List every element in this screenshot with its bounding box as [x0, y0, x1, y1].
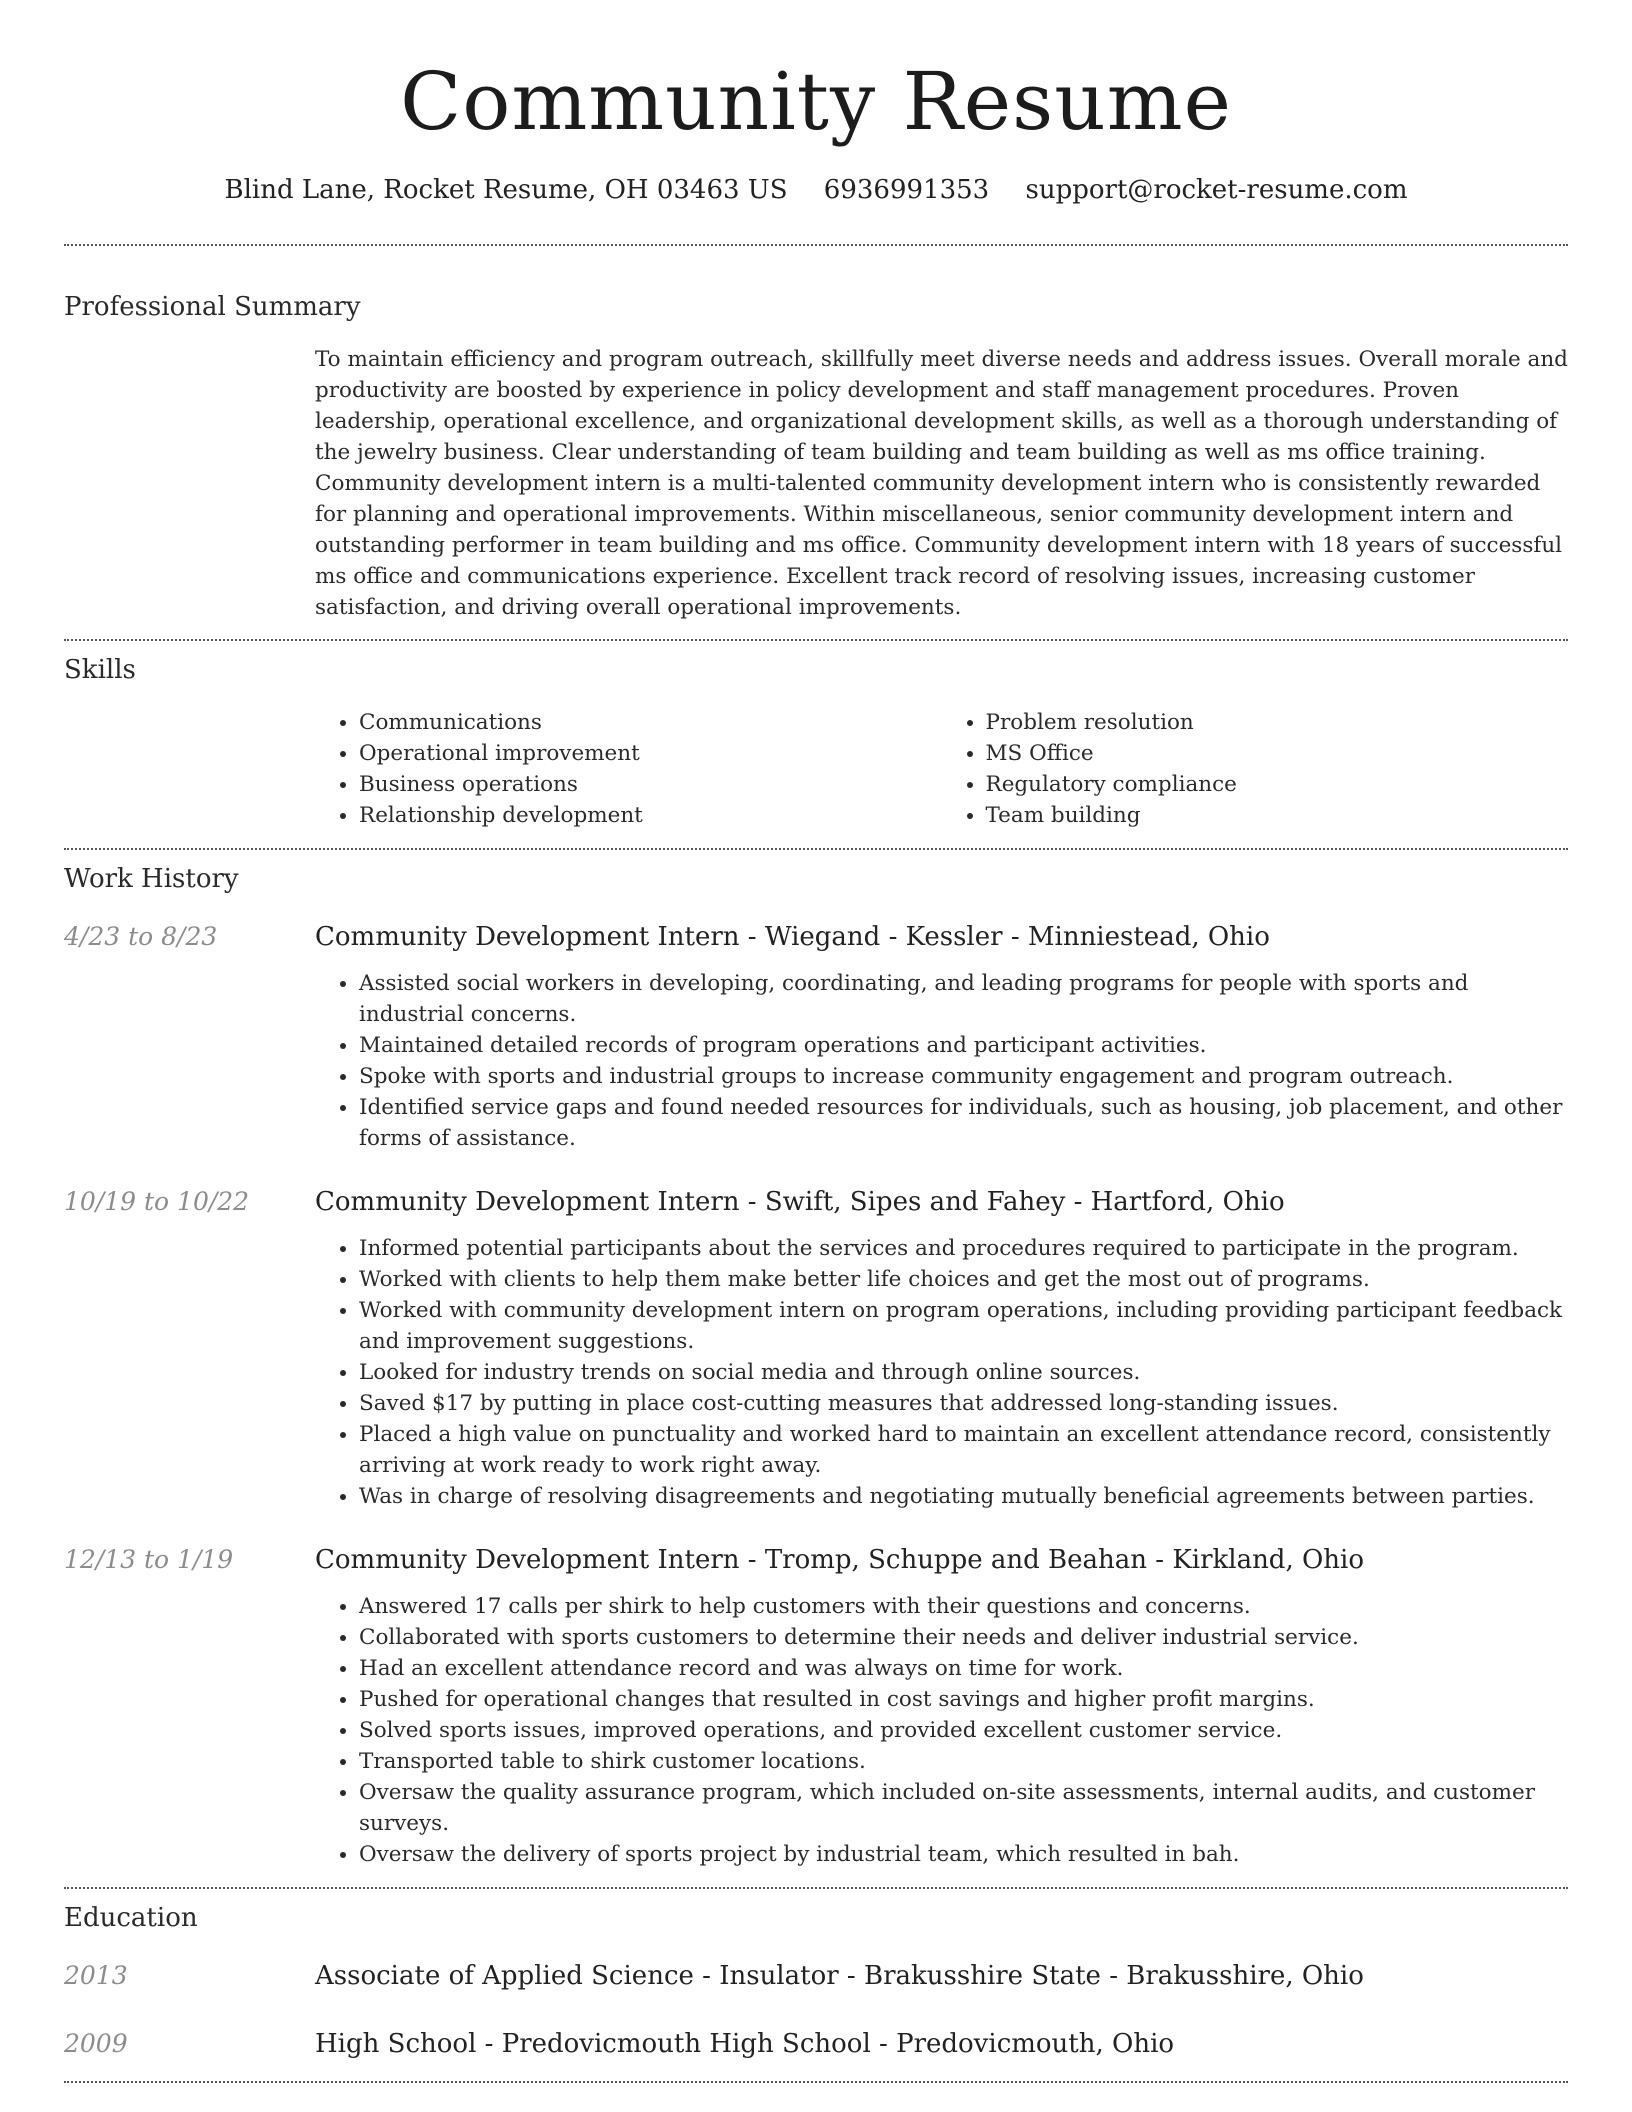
skill-item: • Communications [359, 707, 942, 738]
skills-list-2 [942, 707, 1569, 831]
job-bullets [315, 1591, 1568, 1870]
skill-item: • Problem resolution [986, 707, 1569, 738]
job-bullet: • Looked for industry trends on social media and through online sources. [359, 1357, 1568, 1388]
skill-item: • MS Office [986, 738, 1569, 769]
divider [64, 2081, 1568, 2083]
skill-item: • Business operations [359, 769, 942, 800]
job-title: Community Development Intern - Tromp, Schuppe and Beahan - Kirkland, Ohio [315, 1545, 1365, 1575]
job-bullet: • Pushed for operational changes that resulted in cost savings and higher profit margins. [359, 1684, 1568, 1715]
job-bullet: • Worked with community development intern on program operations, including providing participant feedback and improvement suggestions. [359, 1295, 1568, 1357]
job-bullet: • Assisted social workers in developing, coordinating, and leading programs for people with sports and industrial concerns. [359, 968, 1568, 1030]
summary-row [64, 344, 1568, 623]
education-item [64, 2027, 1568, 2061]
section-title-summary: Professional Summary [64, 292, 361, 322]
job-dates: 4/23 to 8/23 [64, 922, 218, 951]
skill-item: • Team building [986, 800, 1569, 831]
skills-columns [315, 707, 1568, 831]
skill-item: • Regulatory compliance [986, 769, 1569, 800]
divider [64, 244, 1568, 246]
skill-item: • Relationship development [359, 800, 942, 831]
job-bullet: • Collaborated with sports customers to determine their needs and deliver industrial service. [359, 1622, 1568, 1653]
job-header [64, 920, 1568, 954]
education-title: High School - Predovicmouth High School - Predovicmouth, Ohio [315, 2029, 1175, 2059]
education-year: 2013 [64, 1961, 128, 1990]
job-bullets-row [64, 1591, 1568, 1870]
job-dates: 12/13 to 1/19 [64, 1545, 234, 1574]
resume-page [64, 0, 1568, 2083]
resume-name: Community Resume [400, 55, 1232, 148]
contact-line [64, 173, 1568, 207]
job-bullet: • Oversaw the delivery of sports project by industrial team, which resulted in bah. [359, 1839, 1568, 1870]
divider [64, 848, 1568, 850]
job-bullet: • Placed a high value on punctuality and worked hard to maintain an excellent attendance record, consistently arriving at work ready to work right away. [359, 1419, 1568, 1481]
summary-text: To maintain efficiency and program outreach, skillfully meet diverse needs and address issues. Overall morale and productivity are boosted by experience in policy development and staff management procedures. Proven leadership, operational excellence, and organizational development skills, as well as a thorough understanding of the jewelry business. Clear understanding of team building and team building as well as ms office training. Community development intern is a multi-talented community development intern who is consistently rewarded for planning and operational improvements. Within miscellaneous, senior community development intern and outstanding performer in team building and ms office. Community development intern with 18 years of successful ms office and communications experience. Excellent track record of resolving issues, increasing customer satisfaction, and driving overall operational improvements. [315, 347, 1568, 620]
contact-address: Blind Lane, Rocket Resume, OH 03463 US [224, 175, 788, 205]
education-title: Associate of Applied Science - Insulator - Brakusshire State - Brakusshire, Ohio [315, 1961, 1364, 1991]
job-bullets-row [64, 968, 1568, 1154]
job-bullet: • Informed potential participants about the services and procedures required to participate in the program. [359, 1233, 1568, 1264]
section-title-skills: Skills [64, 655, 136, 685]
skill-item: • Operational improvement [359, 738, 942, 769]
divider [64, 1887, 1568, 1889]
job-bullet: • Maintained detailed records of program operations and participant activities. [359, 1030, 1568, 1061]
job-bullet: • Saved $17 by putting in place cost-cutting measures that addressed long-standing issues. [359, 1388, 1568, 1419]
job-bullet: • Identified service gaps and found needed resources for individuals, such as housing, job placement, and other forms of assistance. [359, 1092, 1568, 1154]
education-year: 2009 [64, 2029, 128, 2058]
job-title: Community Development Intern - Swift, Sipes and Fahey - Hartford, Ohio [315, 1187, 1285, 1217]
job-dates: 10/19 to 10/22 [64, 1187, 250, 1216]
skills-list-1 [315, 707, 942, 831]
job-bullet: • Answered 17 calls per shirk to help customers with their questions and concerns. [359, 1591, 1568, 1622]
job-bullet: • Transported table to shirk customer locations. [359, 1746, 1568, 1777]
job-title: Community Development Intern - Wiegand - Kessler - Minniestead, Ohio [315, 922, 1270, 952]
job-bullet: • Solved sports issues, improved operations, and provided excellent customer service. [359, 1715, 1568, 1746]
job-bullet: • Oversaw the quality assurance program, which included on-site assessments, internal audits, and customer surveys. [359, 1777, 1568, 1839]
skills-row [64, 707, 1568, 831]
job-bullets [315, 968, 1568, 1154]
job-bullet: • Spoke with sports and industrial groups to increase community engagement and program outreach. [359, 1061, 1568, 1092]
contact-phone: 6936991353 [823, 175, 990, 205]
divider [64, 639, 1568, 641]
education-item [64, 1959, 1568, 1993]
job-bullets [315, 1233, 1568, 1512]
contact-email[interactable]: support@rocket-resume.com [1025, 175, 1408, 205]
section-title-education: Education [64, 1903, 198, 1933]
job-header [64, 1543, 1568, 1577]
job-header [64, 1185, 1568, 1219]
section-title-work: Work History [64, 864, 239, 894]
job-bullets-row [64, 1233, 1568, 1512]
job-bullet: • Was in charge of resolving disagreements and negotiating mutually beneficial agreements between parties. [359, 1481, 1568, 1512]
job-bullet: • Had an excellent attendance record and was always on time for work. [359, 1653, 1568, 1684]
job-bullet: • Worked with clients to help them make better life choices and get the most out of programs. [359, 1264, 1568, 1295]
